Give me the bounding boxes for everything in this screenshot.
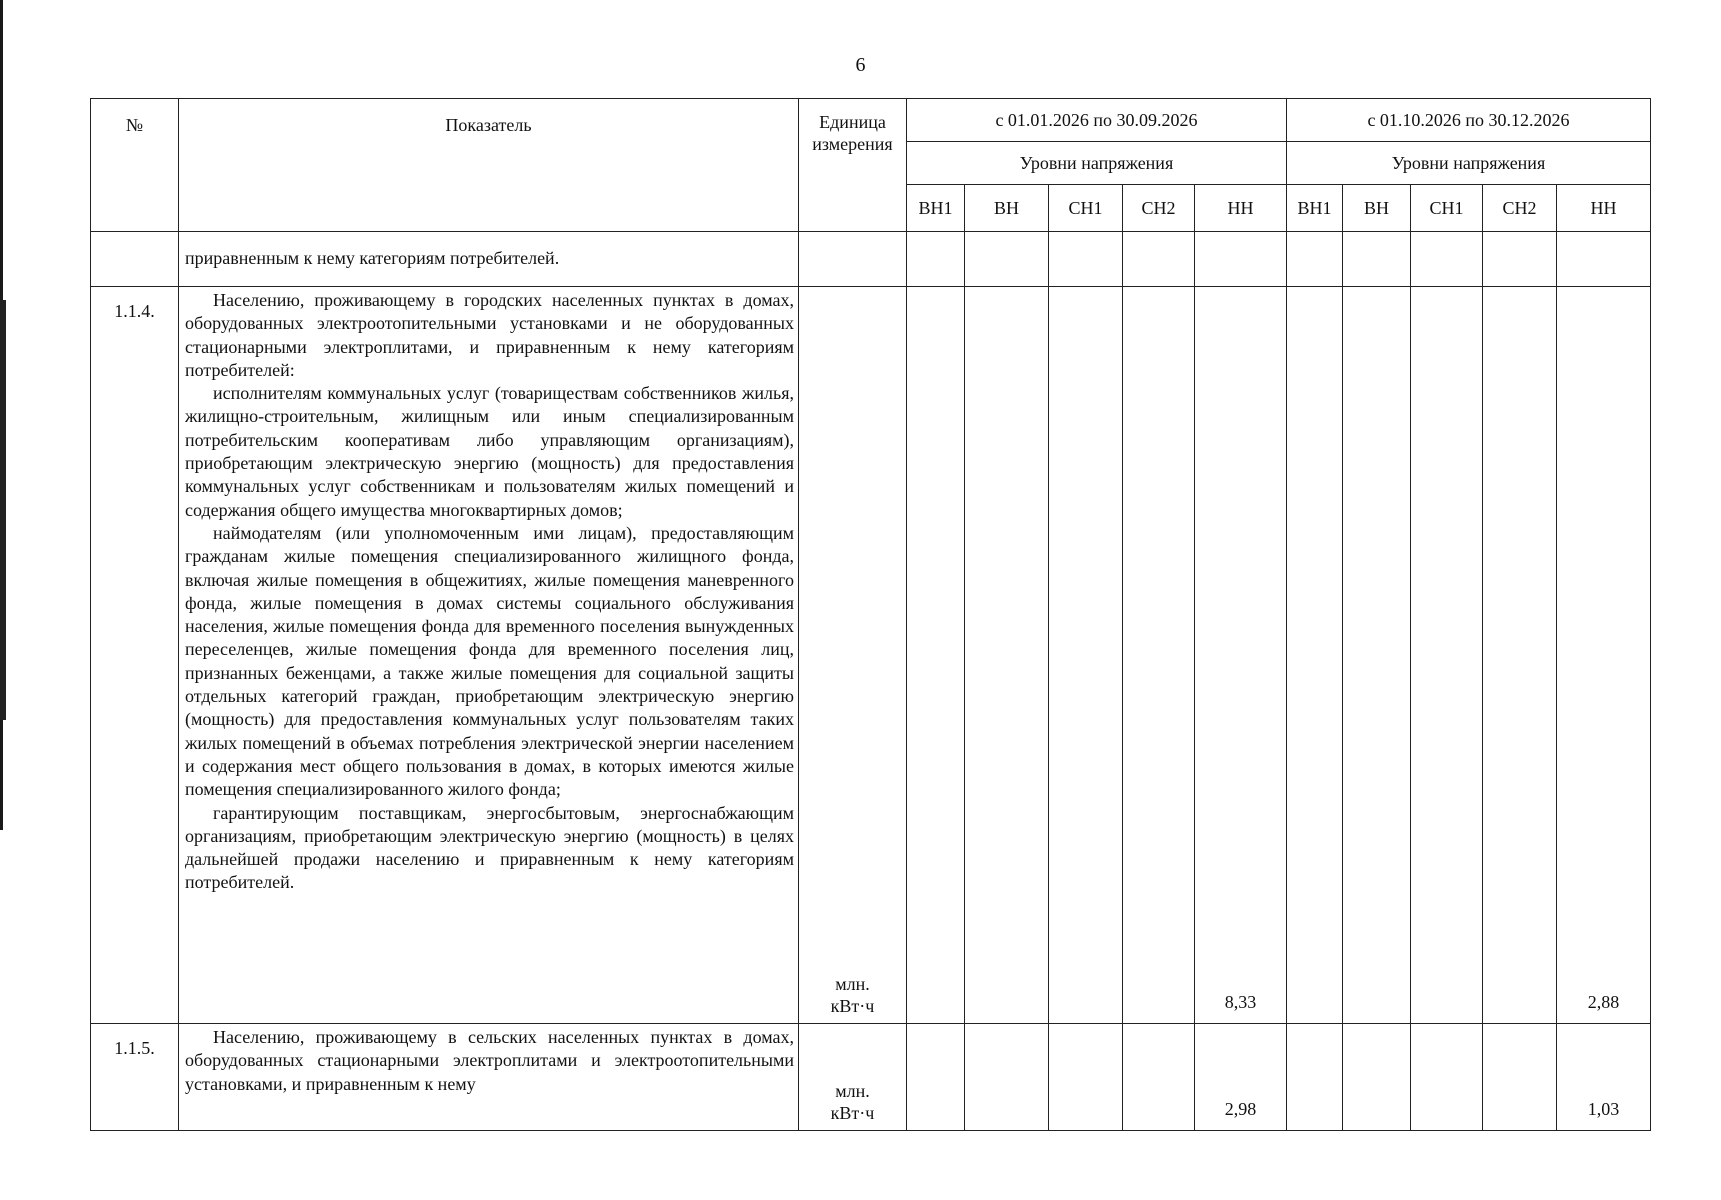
value-cell <box>1195 232 1287 287</box>
value-cell <box>965 1024 1049 1131</box>
header-level-vn: ВН <box>1343 185 1411 232</box>
header-level-sn2: СН2 <box>1483 185 1557 232</box>
value-cell <box>965 287 1049 1024</box>
value-cell <box>1411 287 1483 1024</box>
header-period-2: с 01.10.2026 по 30.12.2026 <box>1287 99 1651 142</box>
table-row <box>91 232 1651 287</box>
value-cell: 8,33 <box>1195 287 1287 1024</box>
header-level-sn1: СН1 <box>1049 185 1123 232</box>
header-level-sn2: СН2 <box>1123 185 1195 232</box>
value-cell <box>1123 1024 1195 1131</box>
value-cell <box>1123 232 1195 287</box>
row-description <box>179 287 799 1024</box>
unit-line1: млн. <box>835 974 870 994</box>
header-level-vn1: ВН1 <box>1287 185 1343 232</box>
table-row <box>91 287 1651 1024</box>
value-cell <box>1049 232 1123 287</box>
header-level-vn: ВН <box>965 185 1049 232</box>
description-paragraph: наймодателям (или уполномоченным ими лицам), предоставляющим гражданам жилые помещения специализированного жилищного фонда, включая жилые помещения в общежитиях, жилые помещения маневренного фонда, жилые помещения в домах системы социального обслуживания населения, жилые помещения фонда для временного поселения вынужденных переселенцев, жилые помещения фонда для временного поселения лиц, признанных беженцами, а также жилые помещения для социальной защиты отдельных категорий граждан, приобретающим электрическую энергию (мощность) для предоставления коммунальных услуг пользователям таких жилых помещений в объемах потребления электрической энергии населением и содержания мест общего пользования в домах, в которых имеются жилые помещения специализированного жилого фонда; <box>185 522 794 800</box>
value-cell <box>1287 287 1343 1024</box>
table-row <box>91 1024 1651 1131</box>
value-cell <box>1343 232 1411 287</box>
description-paragraph: Населению, проживающему в сельских населенных пунктах в домах, оборудованных стационарными электроплитами и электроотопительными установками, и приравненным к нему <box>185 1027 794 1094</box>
value-cell <box>1483 1024 1557 1131</box>
row-number: 1.1.4. <box>91 287 179 1024</box>
value-cell <box>1483 232 1557 287</box>
value-cell <box>907 1024 965 1131</box>
header-level-sn1: СН1 <box>1411 185 1483 232</box>
header-no: № <box>91 99 179 232</box>
value-cell <box>1123 287 1195 1024</box>
header-unit-line1: Единица <box>819 112 886 132</box>
row-number: 1.1.5. <box>91 1024 179 1131</box>
unit-line2: кВт·ч <box>830 996 875 1016</box>
description-paragraph: приравненным к нему категориям потребителей. <box>185 248 560 269</box>
value-cell <box>1049 1024 1123 1131</box>
value-cell <box>907 287 965 1024</box>
value-cell <box>1343 1024 1411 1131</box>
row-description <box>179 1024 799 1131</box>
value-cell <box>1557 232 1651 287</box>
unit-line2: кВт·ч <box>830 1103 875 1123</box>
unit-line1: млн. <box>835 1081 870 1101</box>
header-level-vn1: ВН1 <box>907 185 965 232</box>
value-cell <box>1287 232 1343 287</box>
value-cell <box>907 232 965 287</box>
header-unit <box>799 99 907 232</box>
value-cell <box>1411 232 1483 287</box>
row-number <box>91 232 179 287</box>
value-cell <box>1411 1024 1483 1131</box>
tariff-table <box>90 98 1651 1131</box>
value-cell <box>1343 287 1411 1024</box>
header-period-1: с 01.01.2026 по 30.09.2026 <box>907 99 1287 142</box>
scan-edge-mark-thick <box>0 300 6 720</box>
row-unit <box>799 1024 907 1131</box>
page-number: 6 <box>855 54 866 76</box>
value-cell <box>965 232 1049 287</box>
value-cell: 1,03 <box>1557 1024 1651 1131</box>
value-cell <box>1049 287 1123 1024</box>
header-levels-2: Уровни напряжения <box>1287 142 1651 185</box>
description-paragraph: гарантирующим поставщикам, энергосбытовым, энергоснабжающим организациям, приобретающим электрическую энергию (мощность) в целях дальнейшей продажи населению и приравненным к нему категориям потребителей. <box>185 802 794 893</box>
row-unit <box>799 232 907 287</box>
value-cell <box>1287 1024 1343 1131</box>
value-cell: 2,88 <box>1557 287 1651 1024</box>
header-unit-line2: измерения <box>812 134 893 154</box>
header-level-nn: НН <box>1557 185 1651 232</box>
description-paragraph: исполнителям коммунальных услуг (товариществам собственников жилья, жилищно-строительным, жилищным или иным специализированным потребительским кооперативам либо управляющим организациям), приобретающим электрическую энергию (мощность) для предоставления коммунальных услуг собственникам и пользователям жилых помещений и содержания общего имущества многоквартирных домов; <box>185 383 794 520</box>
header-levels-1: Уровни напряжения <box>907 142 1287 185</box>
header-level-nn: НН <box>1195 185 1287 232</box>
row-unit <box>799 287 907 1024</box>
header-indicator: Показатель <box>179 99 799 232</box>
value-cell <box>1483 287 1557 1024</box>
value-cell: 2,98 <box>1195 1024 1287 1131</box>
row-description <box>179 232 799 287</box>
description-paragraph: Населению, проживающему в городских населенных пунктах в домах, оборудованных электроотопительными установками и не оборудованных стационарными электроплитами, и приравненным к нему категориям потребителей: <box>185 290 794 380</box>
